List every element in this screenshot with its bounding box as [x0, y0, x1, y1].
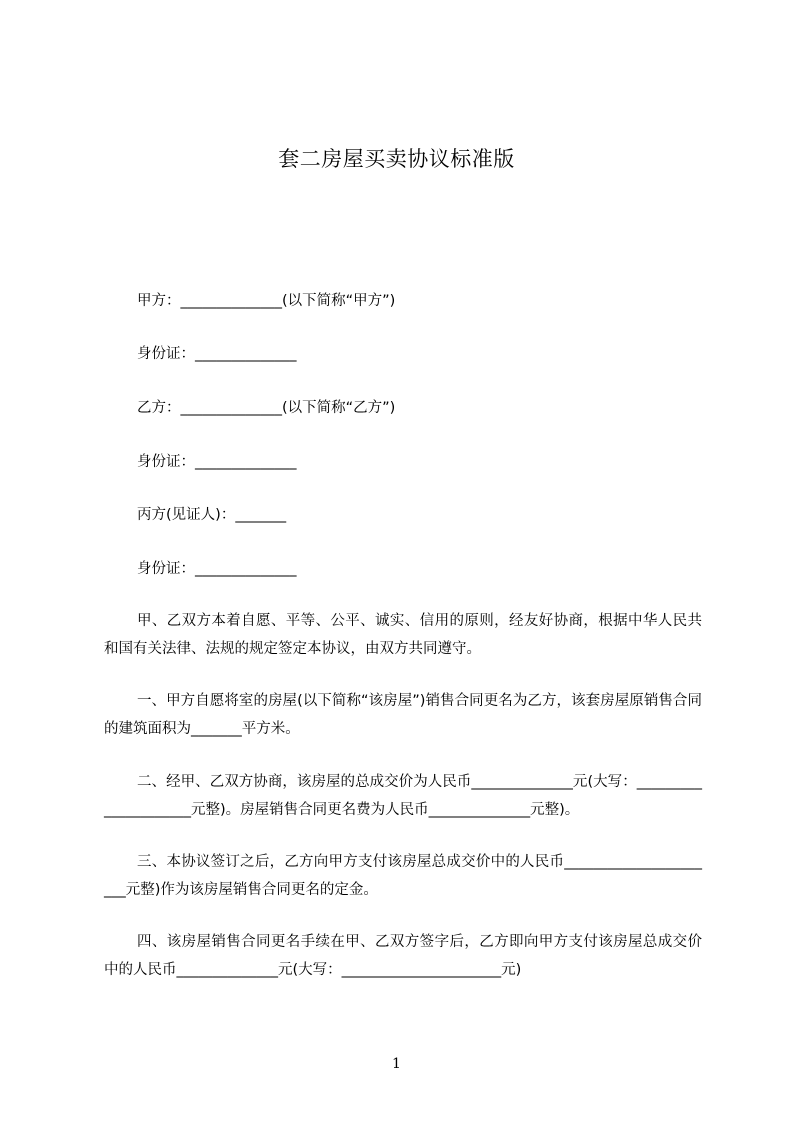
- party-a-id-line: 身份证：______________: [137, 346, 297, 362]
- party-a-line: 甲方：______________(以下简称“甲方”): [137, 293, 396, 309]
- party-b-id-line: 身份证：______________: [137, 454, 297, 470]
- document-title: 套二房屋买卖协议标准版: [278, 147, 515, 171]
- clause-2-paragraph: 二、经甲、乙双方协商，该房屋的总成交价为人民币______________元(大写：_____________________元整)。房屋销售合同更名费为人民币______________元整)。: [104, 774, 702, 818]
- party-b-line: 乙方：______________(以下简称“乙方”): [137, 400, 396, 416]
- clause-3-paragraph: 三、本协议签订之后，乙方向甲方支付该房屋总成交价中的人民币______________________元整)作为该房屋销售合同更名的定金。: [104, 854, 702, 898]
- party-c-id-line: 身份证：______________: [137, 561, 297, 577]
- clause-1-paragraph: 一、甲方自愿将室的房屋(以下简称“该房屋”)销售合同更名为乙方，该套房屋原销售合同的建筑面积为_______平方米。: [104, 693, 702, 737]
- clause-4-paragraph: 四、该房屋销售合同更名手续在甲、乙双方签字后，乙方即向甲方支付该房屋总成交价中的人民币______________元(大写：______________________元): [104, 934, 702, 978]
- party-c-line: 丙方(见证人)：_______: [137, 507, 287, 523]
- intro-paragraph: 甲、乙双方本着自愿、平等、公平、诚实、信用的原则，经友好协商，根据中华人民共和国有关法律、法规的规定签定本协议，由双方共同遵守。: [104, 613, 702, 657]
- page-number: 1: [392, 1056, 401, 1072]
